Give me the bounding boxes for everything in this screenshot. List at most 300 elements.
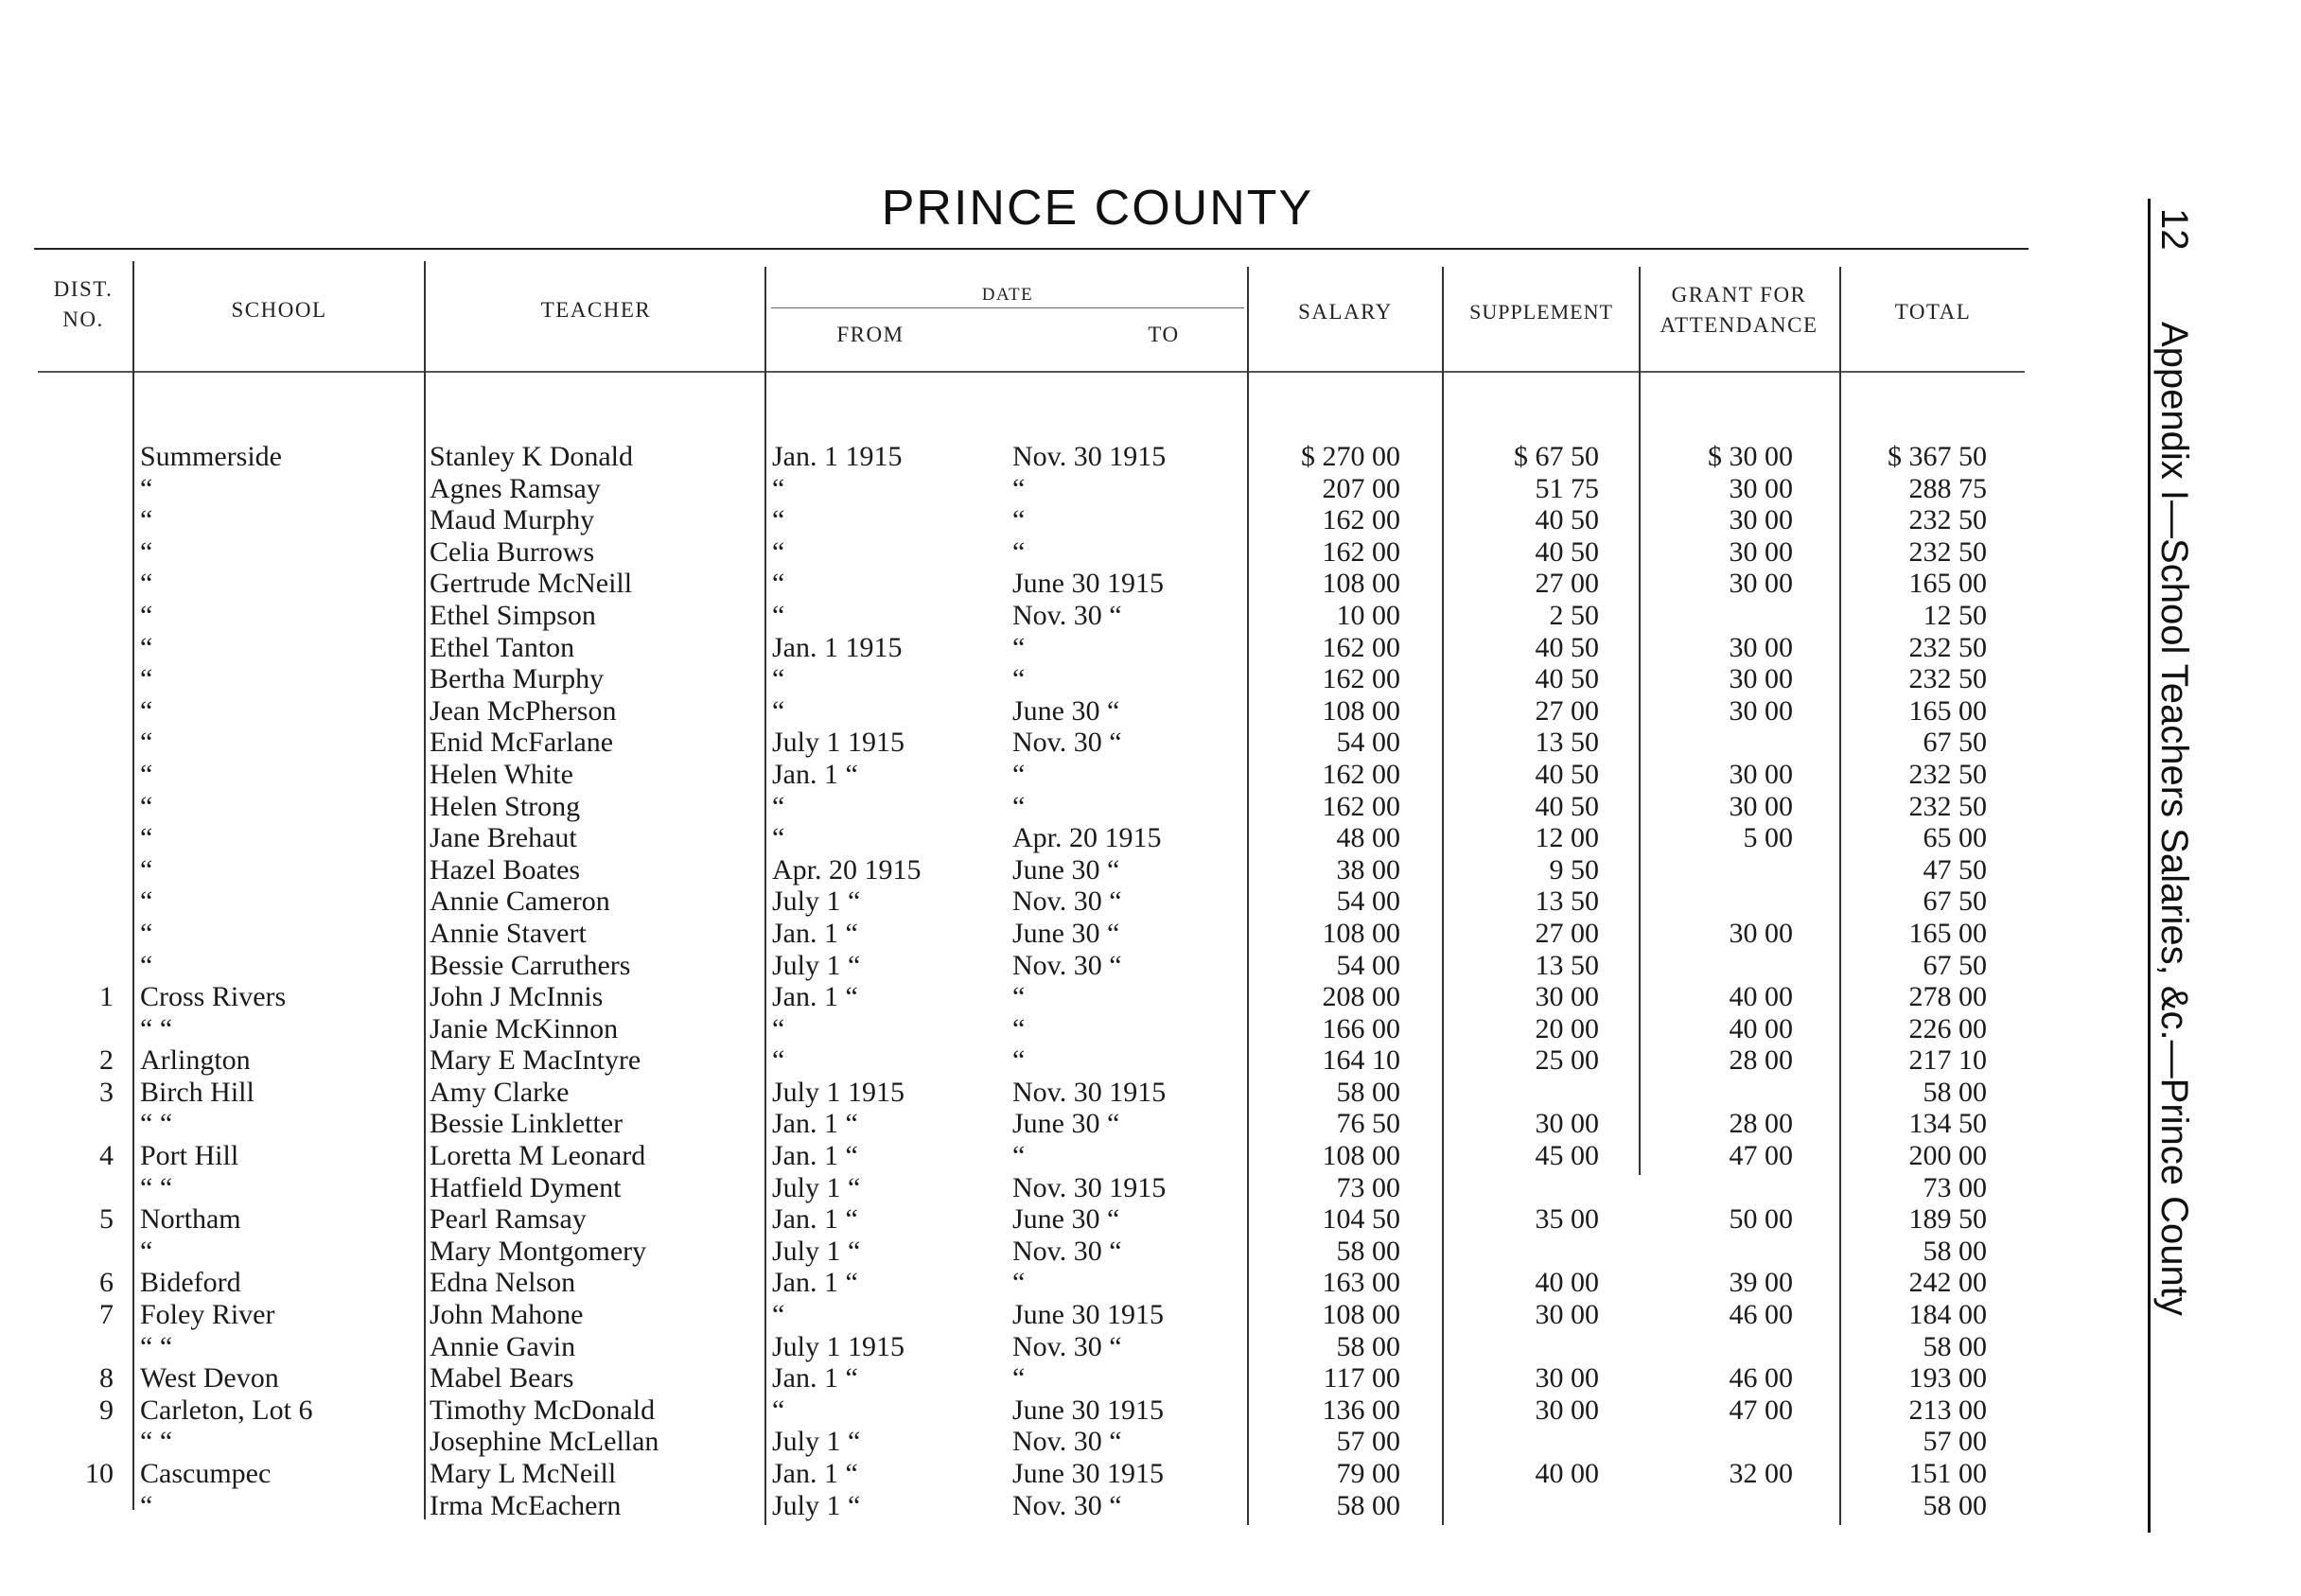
total-cell: 288 75 (1908, 472, 1987, 504)
table-row (0, 663, 2063, 695)
header-from: FROM (836, 323, 905, 346)
total-cell: 200 00 (1908, 1140, 1987, 1172)
table-row (0, 1236, 2063, 1268)
table-row (0, 981, 2063, 1013)
school-cell: “ (140, 917, 153, 949)
page-number: 12 (2153, 208, 2195, 251)
date-to-cell: “ (1012, 790, 1026, 822)
school-cell: “ (140, 599, 153, 631)
table-row (0, 1077, 2063, 1109)
grant-cell: 46 00 (1729, 1299, 1793, 1331)
salary-cell: 166 00 (1322, 1012, 1400, 1044)
total-cell: 67 50 (1923, 886, 1987, 918)
grant-cell: 30 00 (1729, 694, 1793, 727)
date-from-cell: July 1 “ (772, 1489, 861, 1521)
header-school: SCHOOL (231, 298, 327, 322)
date-to-cell: Nov. 30 1915 (1012, 1076, 1167, 1108)
table-row (0, 536, 2063, 569)
dist-cell: 3 (99, 1076, 114, 1108)
total-cell: 58 00 (1923, 1489, 1987, 1521)
grant-cell: 30 00 (1729, 917, 1793, 949)
header-total: TOTAL (1894, 300, 1972, 324)
grant-cell: 40 00 (1729, 1012, 1793, 1044)
teacher-cell: John J McInnis (430, 981, 604, 1013)
total-cell: 151 00 (1908, 1458, 1987, 1489)
table-row (0, 1108, 2063, 1140)
grant-cell: 50 00 (1729, 1203, 1793, 1236)
table-row (0, 886, 2063, 918)
total-cell: 165 00 (1908, 917, 1987, 949)
date-from-cell: July 1 “ (772, 886, 861, 918)
date-from-cell: Jan. 1 “ (772, 1140, 858, 1172)
table-row (0, 854, 2063, 886)
salary-cell: 10 00 (1336, 599, 1400, 631)
grant-cell: 30 00 (1729, 535, 1793, 568)
teacher-cell: Annie Stavert (430, 917, 587, 949)
school-cell: “ (140, 535, 153, 568)
date-from-cell: Jan. 1 “ (772, 1203, 858, 1236)
salary-cell: 162 00 (1322, 504, 1400, 536)
date-to-cell: Nov. 30 “ (1012, 886, 1122, 918)
salary-cell: 58 00 (1336, 1330, 1400, 1362)
supplement-cell: 30 00 (1535, 1299, 1599, 1331)
header-dist-no-label: DIST. NO. (53, 277, 114, 331)
teacher-cell: Amy Clarke (430, 1076, 570, 1108)
school-cell: Summerside (140, 441, 282, 472)
teacher-cell: Ethel Tanton (430, 631, 575, 663)
total-cell: 65 00 (1923, 822, 1987, 854)
supplement-cell: 13 50 (1535, 949, 1599, 981)
supplement-cell: 40 50 (1535, 790, 1599, 822)
total-cell: 232 50 (1908, 504, 1987, 536)
teacher-cell: Hazel Boates (430, 853, 581, 886)
date-to-cell: June 30 1915 (1012, 1299, 1164, 1331)
teacher-cell: Ethel Simpson (430, 599, 596, 631)
date-from-cell: “ (772, 1044, 785, 1077)
teacher-cell: Stanley K Donald (430, 441, 633, 472)
table-row (0, 1394, 2063, 1427)
total-cell: 58 00 (1923, 1076, 1987, 1108)
salary-cell: 162 00 (1322, 663, 1400, 695)
table-row (0, 1426, 2063, 1458)
table-row (0, 1458, 2063, 1490)
dist-cell: 9 (99, 1394, 114, 1426)
school-cell: Foley River (140, 1299, 275, 1331)
salary-cell: 108 00 (1322, 1299, 1400, 1331)
total-cell: 217 10 (1908, 1044, 1987, 1077)
salary-cell: 108 00 (1322, 694, 1400, 727)
table-row (0, 918, 2063, 950)
date-from-cell: “ (772, 504, 785, 536)
school-cell: “ (140, 886, 153, 918)
teacher-cell: Annie Cameron (430, 886, 610, 918)
total-cell: 232 50 (1908, 631, 1987, 663)
date-from-cell: “ (772, 822, 785, 854)
supplement-cell: 13 50 (1535, 727, 1599, 759)
total-cell: 193 00 (1908, 1362, 1987, 1394)
salary-cell: 57 00 (1336, 1426, 1400, 1458)
school-cell: “ (140, 853, 153, 886)
teacher-cell: Mabel Bears (430, 1362, 574, 1394)
supplement-cell: 2 50 (1549, 599, 1599, 631)
salary-cell: 38 00 (1336, 853, 1400, 886)
table-row (0, 1044, 2063, 1077)
date-to-cell: “ (1012, 1140, 1026, 1172)
date-from-cell: “ (772, 1394, 785, 1426)
teacher-cell: Edna Nelson (430, 1267, 576, 1299)
total-cell: 213 00 (1908, 1394, 1987, 1426)
date-to-cell: June 30 “ (1012, 694, 1120, 727)
date-to-cell: June 30 1915 (1012, 1394, 1164, 1426)
supplement-cell: 45 00 (1535, 1140, 1599, 1172)
salary-cell: 108 00 (1322, 917, 1400, 949)
table-row (0, 759, 2063, 791)
date-from-cell: Jan. 1 “ (772, 1458, 858, 1489)
supplement-cell: 20 00 (1535, 1012, 1599, 1044)
table-row (0, 1490, 2063, 1522)
date-to-cell: “ (1012, 1012, 1026, 1044)
date-to-cell: June 30 “ (1012, 917, 1120, 949)
date-to-cell: Nov. 30 “ (1012, 1426, 1122, 1458)
total-cell: 226 00 (1908, 1012, 1987, 1044)
date-from-cell: “ (772, 472, 785, 504)
total-cell: 184 00 (1908, 1299, 1987, 1331)
salary-cell: 73 00 (1336, 1171, 1400, 1203)
supplement-cell: 40 50 (1535, 504, 1599, 536)
teacher-cell: Bertha Murphy (430, 663, 605, 695)
teacher-cell: Enid McFarlane (430, 727, 614, 759)
supplement-cell: 13 50 (1535, 886, 1599, 918)
supplement-cell: 30 00 (1535, 1108, 1599, 1140)
salary-cell: 136 00 (1322, 1394, 1400, 1426)
table-row (0, 441, 2063, 473)
table-row (0, 1299, 2063, 1331)
table-row (0, 950, 2063, 982)
teacher-cell: Gertrude McNeill (430, 568, 633, 600)
date-to-cell: Nov. 30 “ (1012, 1330, 1122, 1362)
table-row (0, 473, 2063, 505)
salary-cell: 162 00 (1322, 758, 1400, 790)
table-body (0, 441, 2063, 1521)
total-cell: 232 50 (1908, 663, 1987, 695)
salary-cell: 58 00 (1336, 1489, 1400, 1521)
salary-cell: 108 00 (1322, 1140, 1400, 1172)
supplement-cell: 40 50 (1535, 758, 1599, 790)
date-to-cell: Nov. 30 “ (1012, 949, 1122, 981)
supplement-cell: 30 00 (1535, 1394, 1599, 1426)
teacher-cell: Bessie Linkletter (430, 1108, 624, 1140)
date-to-cell: June 30 1915 (1012, 1458, 1164, 1489)
header-teacher: TEACHER (540, 298, 652, 322)
salary-cell: 162 00 (1322, 631, 1400, 663)
teacher-cell: Helen Strong (430, 790, 581, 822)
school-cell: “ (140, 1235, 153, 1267)
date-to-cell: “ (1012, 472, 1026, 504)
table-row (0, 632, 2063, 664)
table-row (0, 1362, 2063, 1394)
salary-cell: 79 00 (1336, 1458, 1400, 1489)
header-dist-no (38, 274, 129, 335)
teacher-cell: Agnes Ramsay (430, 472, 601, 504)
table-header-rule (38, 371, 2025, 373)
header-to: TO (1148, 323, 1180, 346)
supplement-cell: 12 00 (1535, 822, 1599, 854)
salary-cell: 207 00 (1322, 472, 1400, 504)
teacher-cell: Timothy McDonald (430, 1394, 656, 1426)
school-cell: Northam (140, 1203, 241, 1236)
date-to-cell: “ (1012, 504, 1026, 536)
teacher-cell: Helen White (430, 758, 573, 790)
teacher-cell: Hatfield Dyment (430, 1171, 622, 1203)
salary-cell: 58 00 (1336, 1235, 1400, 1267)
date-to-cell: Nov. 30 “ (1012, 727, 1122, 759)
salary-cell: 54 00 (1336, 727, 1400, 759)
salary-cell: 108 00 (1322, 568, 1400, 600)
total-cell: 165 00 (1908, 568, 1987, 600)
school-cell: “ (140, 822, 153, 854)
table-row (0, 822, 2063, 854)
header-supplement: SUPPLEMENT (1469, 300, 1613, 324)
date-to-cell: “ (1012, 663, 1026, 695)
date-to-cell: Nov. 30 1915 (1012, 1171, 1167, 1203)
school-cell: Bideford (140, 1267, 241, 1299)
date-from-cell: “ (772, 694, 785, 727)
total-cell: 67 50 (1923, 949, 1987, 981)
page-title: PRINCE COUNTY (881, 181, 1314, 236)
grant-cell: 30 00 (1729, 790, 1793, 822)
grant-cell: 5 00 (1743, 822, 1793, 854)
supplement-cell: 40 00 (1535, 1458, 1599, 1489)
table-row (0, 695, 2063, 728)
date-to-cell: “ (1012, 535, 1026, 568)
grant-cell: 28 00 (1729, 1108, 1793, 1140)
table-row (0, 1140, 2063, 1172)
school-cell: “ (140, 727, 153, 759)
grant-cell: 32 00 (1729, 1458, 1793, 1489)
date-to-cell: Nov. 30 “ (1012, 1235, 1122, 1267)
grant-cell: 30 00 (1729, 568, 1793, 600)
dist-cell: 6 (99, 1267, 114, 1299)
date-to-cell: June 30 “ (1012, 853, 1120, 886)
grant-cell: 30 00 (1729, 472, 1793, 504)
school-cell: Port Hill (140, 1140, 239, 1172)
date-to-cell: “ (1012, 1362, 1026, 1394)
total-cell: 134 50 (1908, 1108, 1987, 1140)
grant-cell: 40 00 (1729, 981, 1793, 1013)
school-cell: “ (140, 504, 153, 536)
grant-cell: 47 00 (1729, 1394, 1793, 1426)
date-from-cell: July 1 “ (772, 1426, 861, 1458)
date-from-cell: “ (772, 1299, 785, 1331)
date-from-cell: Jan. 1 “ (772, 917, 858, 949)
teacher-cell: Maud Murphy (430, 504, 595, 536)
date-from-cell: July 1 “ (772, 1171, 861, 1203)
date-to-cell: “ (1012, 1044, 1026, 1077)
dist-cell: 7 (99, 1299, 114, 1331)
teacher-cell: Mary L McNeill (430, 1458, 617, 1489)
dist-cell: 2 (99, 1044, 114, 1077)
table-row (0, 1013, 2063, 1045)
header-grant: GRANT FOR ATTENDANCE (1660, 283, 1818, 337)
date-from-cell: Apr. 20 1915 (772, 853, 922, 886)
grant-cell: 30 00 (1729, 663, 1793, 695)
date-from-cell: “ (772, 1012, 785, 1044)
school-cell: Carleton, Lot 6 (140, 1394, 313, 1426)
salary-cell: 58 00 (1336, 1076, 1400, 1108)
supplement-cell: 27 00 (1535, 694, 1599, 727)
teacher-cell: Loretta M Leonard (430, 1140, 646, 1172)
supplement-cell: 40 50 (1535, 631, 1599, 663)
date-from-cell: Jan. 1 “ (772, 758, 858, 790)
header-salary: SALARY (1298, 300, 1393, 324)
total-cell: 73 00 (1923, 1171, 1987, 1203)
dist-cell: 10 (85, 1458, 114, 1489)
school-cell: “ “ (140, 1426, 173, 1458)
teacher-cell: Jane Brehaut (430, 822, 577, 854)
date-from-cell: Jan. 1 1915 (772, 631, 903, 663)
total-cell: 58 00 (1923, 1330, 1987, 1362)
school-cell: West Devon (140, 1362, 279, 1394)
date-to-cell: Nov. 30 1915 (1012, 441, 1167, 472)
total-cell: 12 50 (1923, 599, 1987, 631)
school-cell: “ “ (140, 1012, 173, 1044)
teacher-cell: Annie Gavin (430, 1330, 576, 1362)
school-cell: “ “ (140, 1330, 173, 1362)
total-cell: 67 50 (1923, 727, 1987, 759)
salary-cell: 162 00 (1322, 535, 1400, 568)
supplement-cell: 35 00 (1535, 1203, 1599, 1236)
date-to-cell: “ (1012, 631, 1026, 663)
school-cell: Arlington (140, 1044, 251, 1077)
supplement-cell: 40 00 (1535, 1267, 1599, 1299)
supplement-cell: 25 00 (1535, 1044, 1599, 1077)
supplement-cell: 30 00 (1535, 981, 1599, 1013)
margin-rule (2148, 199, 2151, 1533)
header-date: DATE (981, 285, 1034, 305)
salary-cell: 208 00 (1322, 981, 1400, 1013)
total-cell: 57 00 (1923, 1426, 1987, 1458)
table-row (0, 1203, 2063, 1236)
supplement-cell: 40 50 (1535, 663, 1599, 695)
school-cell: “ (140, 568, 153, 600)
date-to-cell: Nov. 30 “ (1012, 599, 1122, 631)
school-cell: “ (140, 790, 153, 822)
teacher-cell: Mary E MacIntyre (430, 1044, 641, 1077)
date-to-cell: June 30 “ (1012, 1203, 1120, 1236)
teacher-cell: Mary Montgomery (430, 1235, 647, 1267)
salary-cell: 162 00 (1322, 790, 1400, 822)
school-cell: “ “ (140, 1108, 173, 1140)
dist-cell: 8 (99, 1362, 114, 1394)
grant-cell: 30 00 (1729, 631, 1793, 663)
grant-cell: 28 00 (1729, 1044, 1793, 1077)
school-cell: Birch Hill (140, 1076, 255, 1108)
total-cell: 278 00 (1908, 981, 1987, 1013)
school-cell: “ (140, 472, 153, 504)
date-from-cell: July 1 “ (772, 1235, 861, 1267)
school-cell: “ (140, 1489, 153, 1521)
salary-cell: 76 50 (1336, 1108, 1400, 1140)
date-from-cell: July 1 1915 (772, 1330, 905, 1362)
date-from-cell: Jan. 1 1915 (772, 441, 903, 472)
date-from-cell: “ (772, 535, 785, 568)
teacher-cell: Janie McKinnon (430, 1012, 619, 1044)
grant-cell: 46 00 (1729, 1362, 1793, 1394)
date-from-cell: Jan. 1 “ (772, 981, 858, 1013)
school-cell: “ “ (140, 1171, 173, 1203)
date-from-cell: “ (772, 599, 785, 631)
date-from-cell: Jan. 1 “ (772, 1108, 858, 1140)
supplement-cell: 30 00 (1535, 1362, 1599, 1394)
dist-cell: 4 (99, 1140, 114, 1172)
total-cell: $ 367 50 (1888, 441, 1987, 472)
total-cell: 232 50 (1908, 790, 1987, 822)
table-row (0, 1172, 2063, 1204)
grant-cell: 47 00 (1729, 1140, 1793, 1172)
date-from-cell: Jan. 1 “ (772, 1267, 858, 1299)
supplement-cell: $ 67 50 (1514, 441, 1599, 472)
table-row (0, 600, 2063, 632)
teacher-cell: Bessie Carruthers (430, 949, 631, 981)
teacher-cell: Irma McEachern (430, 1489, 622, 1521)
teacher-cell: Jean McPherson (430, 694, 617, 727)
table-row (0, 791, 2063, 823)
total-cell: 47 50 (1923, 853, 1987, 886)
date-from-cell: “ (772, 568, 785, 600)
dist-cell: 5 (99, 1203, 114, 1236)
salary-cell: 54 00 (1336, 949, 1400, 981)
table-row (0, 727, 2063, 759)
total-cell: 232 50 (1908, 758, 1987, 790)
supplement-cell: 40 50 (1535, 535, 1599, 568)
salary-cell: 117 00 (1323, 1362, 1400, 1394)
salary-cell: 104 50 (1322, 1203, 1400, 1236)
date-from-cell: July 1 1915 (772, 1076, 905, 1108)
total-cell: 232 50 (1908, 535, 1987, 568)
teacher-cell: John Mahone (430, 1299, 584, 1331)
grant-cell: 30 00 (1729, 758, 1793, 790)
date-to-cell: June 30 1915 (1012, 568, 1164, 600)
total-cell: 242 00 (1908, 1267, 1987, 1299)
school-cell: “ (140, 758, 153, 790)
date-to-cell: Apr. 20 1915 (1012, 822, 1162, 854)
total-cell: 165 00 (1908, 694, 1987, 727)
salary-cell: $ 270 00 (1301, 441, 1400, 472)
school-cell: Cascumpec (140, 1458, 272, 1489)
date-to-cell: “ (1012, 758, 1026, 790)
school-cell: “ (140, 631, 153, 663)
date-from-cell: July 1 “ (772, 949, 861, 981)
date-from-cell: Jan. 1 “ (772, 1362, 858, 1394)
salary-cell: 48 00 (1336, 822, 1400, 854)
supplement-cell: 9 50 (1549, 853, 1599, 886)
supplement-cell: 51 75 (1535, 472, 1599, 504)
school-cell: “ (140, 949, 153, 981)
grant-cell: 30 00 (1729, 504, 1793, 536)
date-to-cell: “ (1012, 981, 1026, 1013)
teacher-cell: Celia Burrows (430, 535, 595, 568)
salary-cell: 54 00 (1336, 886, 1400, 918)
teacher-cell: Pearl Ramsay (430, 1203, 587, 1236)
date-to-cell: June 30 “ (1012, 1108, 1120, 1140)
supplement-cell: 27 00 (1535, 917, 1599, 949)
total-cell: 58 00 (1923, 1235, 1987, 1267)
salary-cell: 163 00 (1322, 1267, 1400, 1299)
date-to-cell: “ (1012, 1267, 1026, 1299)
grant-cell: 39 00 (1729, 1267, 1793, 1299)
dist-cell: 1 (99, 981, 114, 1013)
school-cell: Cross Rivers (140, 981, 287, 1013)
